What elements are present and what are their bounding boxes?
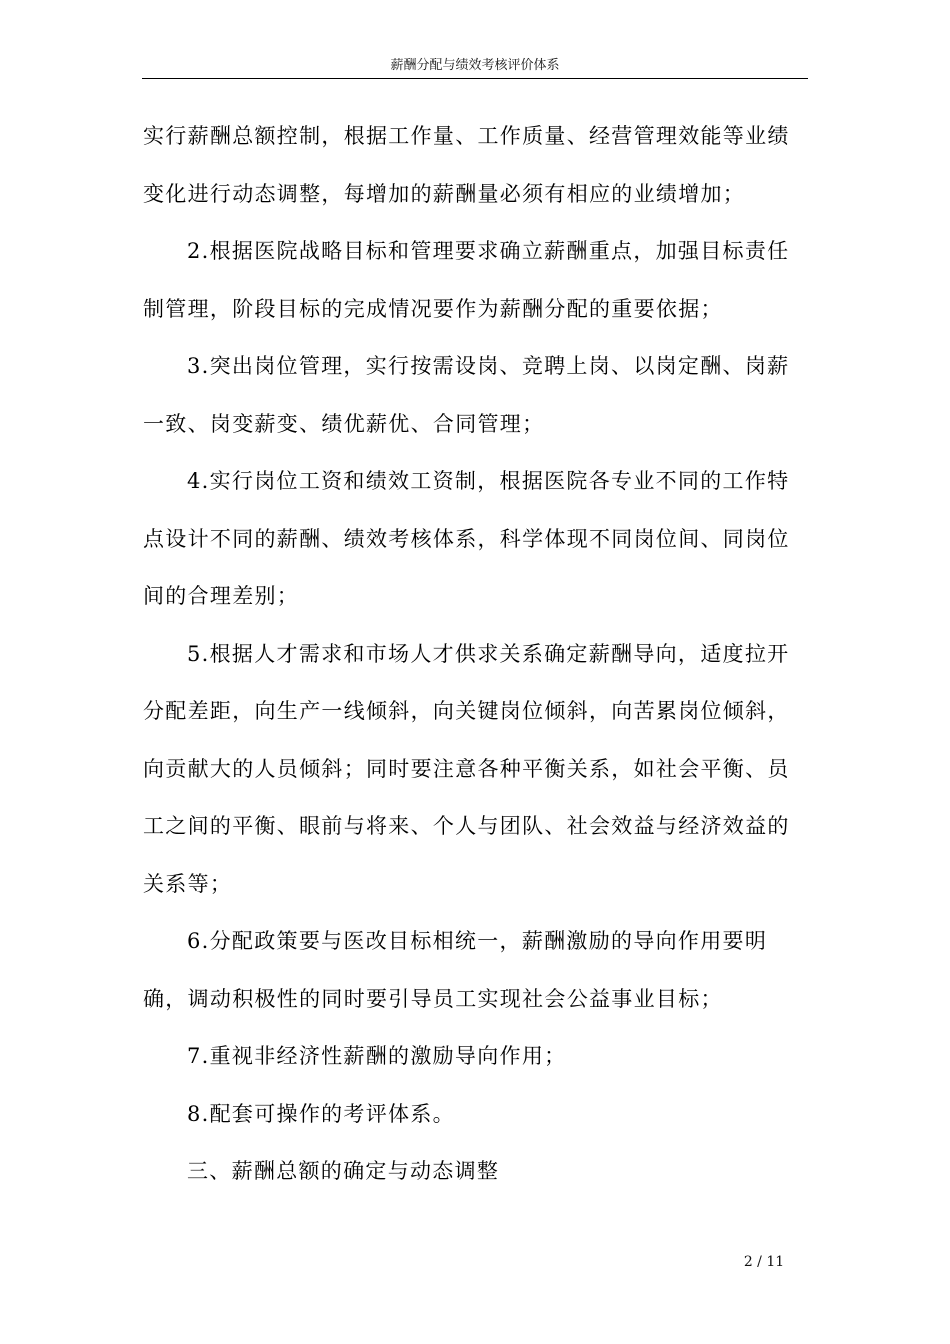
- body-line: 制管理，阶段目标的完成情况要作为薪酬分配的重要依据；: [143, 296, 723, 321]
- body-line: 5.根据人才需求和市场人才供求关系确定薪酬导向，适度拉开: [187, 641, 790, 666]
- body-line: 一致、岗变薪变、绩优薪优、合同管理；: [143, 411, 545, 436]
- section-heading: 三、薪酬总额的确定与动态调整: [187, 1159, 500, 1183]
- body-line: 点设计不同的薪酬、绩效考核体系，科学体现不同岗位间、同岗位: [143, 526, 790, 551]
- body-line: 实行薪酬总额控制，根据工作量、工作质量、经营管理效能等业绩: [143, 124, 790, 148]
- body-line: 间的合理差别；: [143, 584, 300, 608]
- body-line: 关系等；: [143, 871, 233, 896]
- body-line: 向贡献大的人员倾斜；同时要注意各种平衡关系，如社会平衡、员: [143, 756, 790, 781]
- body-line: 2.根据医院战略目标和管理要求确立薪酬重点，加强目标责任: [187, 239, 790, 263]
- page-header: 薪酬分配与绩效考核评价体系: [142, 56, 808, 79]
- body-line: 变化进行动态调整，每增加的薪酬量必须有相应的业绩增加；: [143, 181, 746, 206]
- body-line: 工之间的平衡、眼前与将来、个人与团队、社会效益与经济效益的: [143, 814, 790, 838]
- body-line: 确，调动积极性的同时要引导员工实现社会公益事业目标；: [143, 986, 723, 1011]
- body-line: 3.突出岗位管理，实行按需设岗、竞聘上岗、以岗定酬、岗薪: [187, 354, 790, 378]
- page-number: 2 / 11: [743, 1254, 785, 1270]
- body-line: 分配差距，向生产一线倾斜，向关键岗位倾斜，向苦累岗位倾斜，: [143, 699, 790, 723]
- document-body: [143, 108, 811, 1201]
- body-line: 4.实行岗位工资和绩效工资制，根据医院各专业不同的工作特: [187, 469, 790, 493]
- body-line: 8.配套可操作的考评体系。: [187, 1101, 455, 1126]
- body-line: 7.重视非经济性薪酬的激励导向作用；: [187, 1044, 567, 1068]
- body-line: 6.分配政策要与医改目标相统一，薪酬激励的导向作用要明: [187, 929, 768, 953]
